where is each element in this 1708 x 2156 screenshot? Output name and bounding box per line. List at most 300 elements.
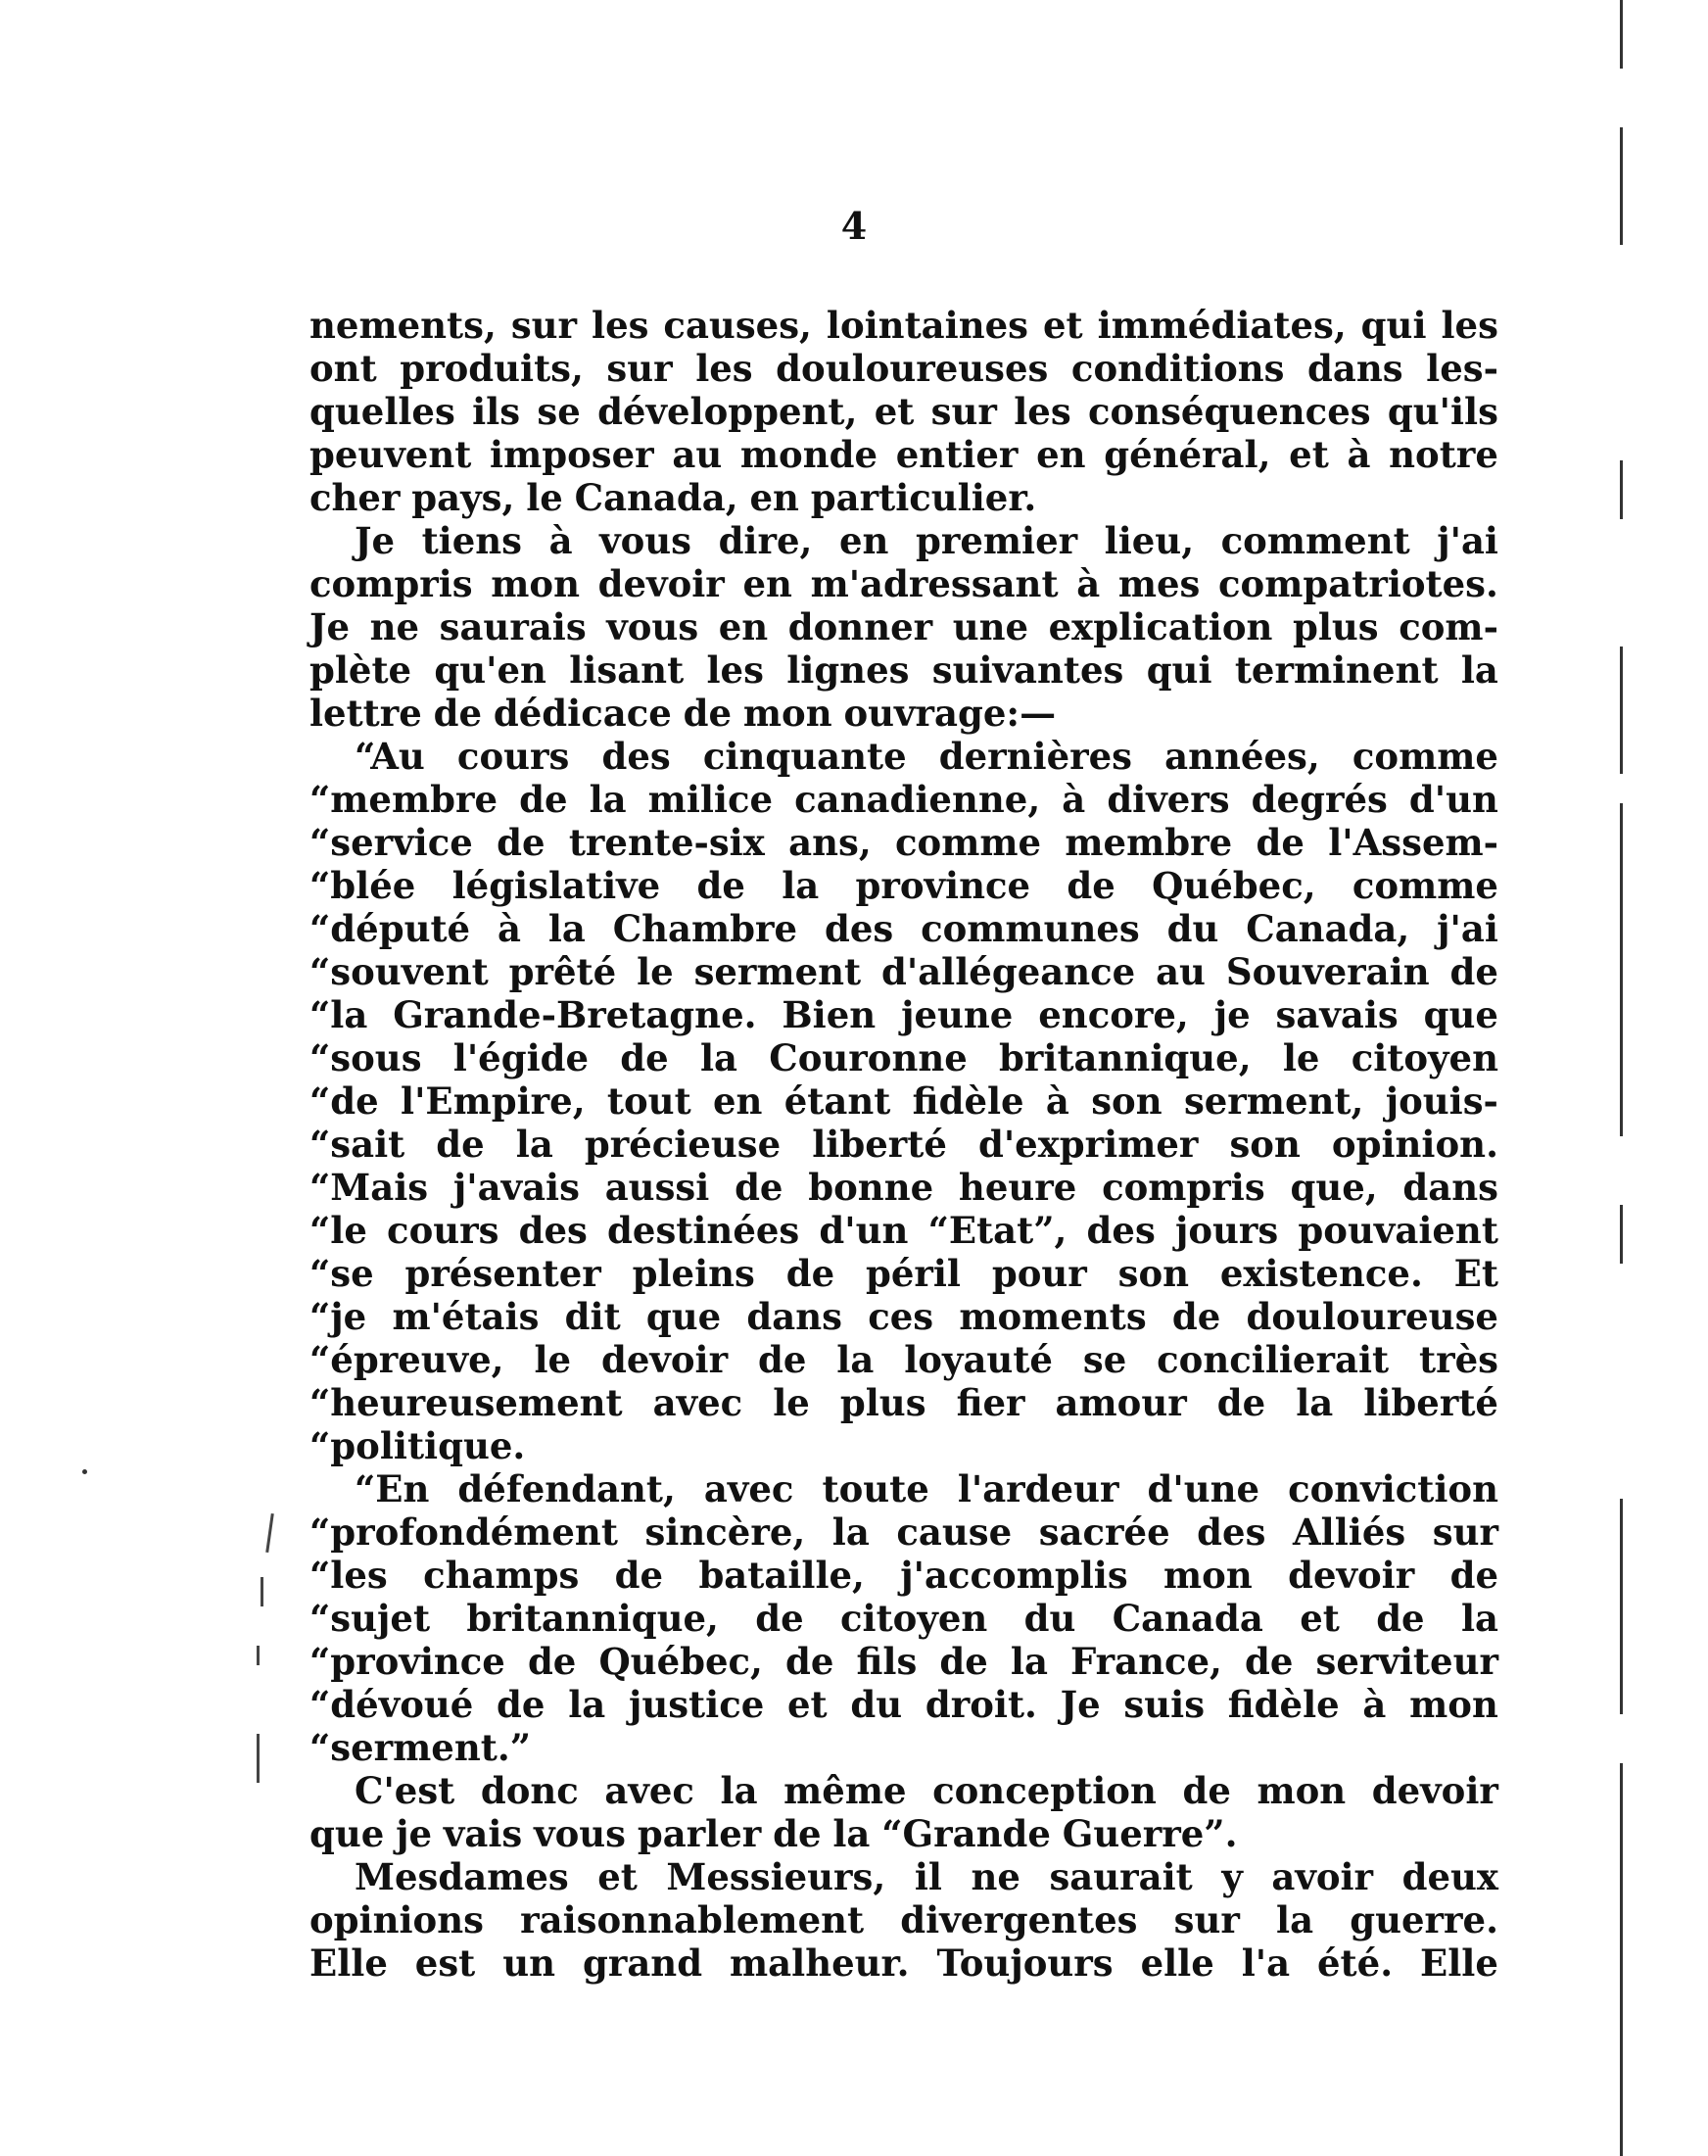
text-word: de [497, 1683, 546, 1726]
text-word: lettre [309, 692, 422, 735]
text-word: mes [1117, 562, 1201, 605]
text-word: je [1213, 993, 1251, 1036]
text-word: et [874, 390, 915, 433]
text-word: produits, [400, 347, 584, 390]
text-word: qu'en [434, 648, 546, 692]
text-word: Canada [1112, 1597, 1263, 1640]
text-word: développent, [597, 390, 858, 433]
text-line [309, 1941, 1498, 1985]
text-word: général, [1104, 433, 1271, 476]
text-line [309, 519, 1498, 562]
text-line [309, 778, 1498, 821]
scan-dot [82, 1469, 87, 1474]
text-word: j'ai [1437, 519, 1498, 562]
text-word: guerre. [1350, 1898, 1498, 1941]
text-word: communes [921, 907, 1140, 950]
text-word: “dévoué [309, 1683, 474, 1726]
text-word: pour [991, 1252, 1087, 1295]
text-word: que [1423, 993, 1498, 1036]
body-text [309, 304, 1498, 1985]
text-word: et [1042, 304, 1083, 347]
text-word: moments [959, 1295, 1147, 1338]
text-word: de [1256, 821, 1305, 864]
text-word: “député [309, 907, 471, 950]
text-word: que [309, 1812, 385, 1855]
text-line [309, 433, 1498, 476]
text-word: province [855, 864, 1031, 907]
text-word: vous [599, 519, 692, 562]
text-word: de [785, 1252, 835, 1295]
left-margin-tick [257, 1734, 260, 1783]
text-word: Alliés [1292, 1510, 1406, 1554]
text-word: Canada, [1246, 907, 1410, 950]
text-word: mon [742, 692, 832, 735]
text-word: Souverain [1225, 950, 1430, 993]
text-word: m'étais [392, 1295, 540, 1338]
text-word: mon [1257, 1769, 1347, 1812]
text-word: douloureuses [776, 347, 1049, 390]
text-word: raisonnablement [520, 1898, 865, 1941]
text-word: sur [606, 347, 673, 390]
text-word: donner [787, 605, 933, 648]
text-word: en [742, 562, 792, 605]
text-word: d'un [1408, 778, 1498, 821]
text-word: serviteur [1315, 1640, 1498, 1683]
text-word: vous [606, 605, 699, 648]
text-word: encore, [1038, 993, 1189, 1036]
text-line [309, 692, 1498, 735]
text-word: dans [1402, 1166, 1498, 1209]
text-word: en [1036, 433, 1086, 476]
text-word: dernières [938, 735, 1133, 778]
text-word: en [718, 605, 769, 648]
text-word: Messieurs, [666, 1855, 886, 1898]
text-word: elle [1140, 1941, 1214, 1985]
text-word: canadienne, [794, 778, 1041, 821]
text-line [309, 1554, 1498, 1597]
text-word: Elle [309, 1941, 388, 1985]
text-word: opinions [309, 1898, 484, 1941]
text-word: imposer [490, 433, 654, 476]
page-number: 4 [840, 204, 868, 248]
text-line [309, 605, 1498, 648]
text-word: Bien [782, 993, 877, 1036]
text-word: Couronne [769, 1036, 968, 1079]
text-word: comment [1220, 519, 1410, 562]
text-word: été. [1317, 1941, 1394, 1985]
text-word: au [1156, 950, 1206, 993]
text-line [309, 1855, 1498, 1898]
text-word: est [414, 1941, 476, 1985]
text-word: la [782, 864, 820, 907]
text-word: “sujet [309, 1597, 431, 1640]
text-word: dire, [718, 519, 813, 562]
text-word: les [592, 304, 649, 347]
text-word: m'adressant [810, 562, 1059, 605]
text-word: “membre [309, 778, 498, 821]
text-word: dédicace [493, 692, 672, 735]
text-word: grand [582, 1941, 703, 1985]
text-word: et [1300, 1597, 1340, 1640]
text-line [309, 1467, 1498, 1510]
text-word: qu'ils [1387, 390, 1498, 433]
text-word: Guerre”. [1062, 1812, 1238, 1855]
text-word: peuvent [309, 433, 472, 476]
text-line [309, 1683, 1498, 1726]
margin-rule-segment [1620, 803, 1623, 1136]
text-word: en [749, 476, 799, 519]
text-word: la [836, 1338, 875, 1381]
text-line [309, 1036, 1498, 1079]
text-word: douloureuse [1246, 1295, 1498, 1338]
text-word: “province [309, 1640, 505, 1683]
text-word: se [1082, 1338, 1127, 1381]
text-word: fidèle [912, 1079, 1024, 1123]
text-word: Québec, [598, 1640, 763, 1683]
text-word: pleins [632, 1252, 755, 1295]
text-word: devoir [600, 1338, 729, 1381]
text-word: de [433, 692, 483, 735]
text-line [309, 1338, 1498, 1381]
text-word: “les [309, 1554, 388, 1597]
text-word: “serment.” [309, 1726, 531, 1769]
text-word: d'une [1147, 1467, 1260, 1510]
text-line [309, 1123, 1498, 1166]
text-word: plus [1292, 605, 1379, 648]
text-word: mon [1163, 1554, 1253, 1597]
text-word: avec [703, 1467, 794, 1510]
text-word: ces [868, 1295, 934, 1338]
text-line [309, 304, 1498, 347]
text-word: mon [1409, 1683, 1498, 1726]
text-word: dit [564, 1295, 621, 1338]
text-word: milice [647, 778, 774, 821]
text-word: “profondément [309, 1510, 618, 1554]
text-line [309, 648, 1498, 692]
text-word: à [1062, 778, 1086, 821]
text-line [309, 390, 1498, 433]
text-word: saurais [439, 605, 587, 648]
text-word: l'égide [452, 1036, 590, 1079]
text-word: C'est [355, 1769, 455, 1812]
text-word: la [720, 1769, 758, 1812]
text-word: toute [822, 1467, 929, 1510]
text-word: législative [451, 864, 661, 907]
text-word: ont [309, 347, 377, 390]
text-word: premier [915, 519, 1078, 562]
text-word: Québec, [1152, 864, 1316, 907]
text-word: “sous [309, 1036, 422, 1079]
text-word: en [838, 519, 889, 562]
text-word: le [534, 1338, 572, 1381]
text-word: Je [1060, 1683, 1101, 1726]
text-word: Toujours [936, 1941, 1114, 1985]
text-word: sacrée [1038, 1510, 1170, 1554]
text-word: conviction [1288, 1467, 1498, 1510]
text-word: la [515, 1123, 553, 1166]
text-word: devoir [1371, 1769, 1498, 1812]
text-word: en [712, 1079, 763, 1123]
text-word: liberté [812, 1123, 947, 1166]
text-word: champs [423, 1554, 580, 1597]
text-word: britannique, [466, 1597, 719, 1640]
text-word: Mesdames [355, 1855, 569, 1898]
text-word: au [672, 433, 723, 476]
text-word: suivantes [931, 648, 1124, 692]
text-word: le [637, 950, 674, 993]
text-word: Elle [1420, 1941, 1498, 1985]
text-word: Et [1453, 1252, 1498, 1295]
text-word: tout [606, 1079, 691, 1123]
text-word: les [1014, 390, 1071, 433]
text-word: divers [1107, 778, 1230, 821]
text-word: “sait [309, 1123, 405, 1166]
text-word: à [1045, 1079, 1069, 1123]
text-word: comme [1352, 735, 1498, 778]
text-word: à [497, 907, 521, 950]
text-word: son [1091, 1079, 1162, 1123]
text-word: des [518, 1209, 588, 1252]
text-word: de [696, 864, 745, 907]
text-line [309, 1726, 1498, 1769]
text-word: très [1418, 1338, 1498, 1381]
text-word: compris [309, 562, 473, 605]
text-word: fier [956, 1381, 1025, 1424]
left-margin-tick [265, 1513, 274, 1553]
text-word: j'ai [1437, 907, 1498, 950]
text-word: à [1347, 433, 1371, 476]
text-word: cours [456, 735, 570, 778]
text-word: présenter [404, 1252, 601, 1295]
text-word: compatriotes. [1218, 562, 1498, 605]
text-line [309, 562, 1498, 605]
text-word: “Au [355, 735, 425, 778]
text-word: de [1376, 1597, 1425, 1640]
text-word: défendant, [457, 1467, 676, 1510]
text-word: divergentes [900, 1898, 1138, 1941]
text-word: la [589, 778, 627, 821]
text-word: explication [1048, 605, 1273, 648]
text-word: bonne [808, 1166, 934, 1209]
text-word: “épreuve, [309, 1338, 504, 1381]
text-word: et [597, 1855, 638, 1898]
text-word: les [706, 648, 764, 692]
text-word: aussi [604, 1166, 710, 1209]
text-word: même [783, 1769, 907, 1812]
text-word: je [396, 1812, 433, 1855]
text-word: de [785, 1640, 834, 1683]
text-word: cher [309, 476, 401, 519]
text-word: se [537, 390, 581, 433]
text-word: son [1229, 1123, 1301, 1166]
text-word: les [695, 347, 753, 390]
text-word: la [832, 1812, 871, 1855]
margin-rule-segment [1620, 647, 1623, 774]
text-word: de [939, 1640, 988, 1683]
text-word: “Mais [309, 1166, 429, 1209]
text-word: la [1010, 1640, 1048, 1683]
text-word: précieuse [584, 1123, 782, 1166]
text-word: loyauté [904, 1338, 1053, 1381]
text-word: étant [783, 1079, 891, 1123]
text-word: ouvrage:— [843, 692, 1057, 735]
text-word: pays, [411, 476, 515, 519]
text-word: de [519, 778, 568, 821]
text-word: heure [958, 1166, 1077, 1209]
text-word: la [699, 1036, 737, 1079]
text-word: conditions [1070, 347, 1285, 390]
text-word: “je [309, 1295, 367, 1338]
text-line [309, 1769, 1498, 1812]
text-word: du [1023, 1597, 1076, 1640]
text-word: lieu, [1104, 519, 1195, 562]
text-word: tiens [421, 519, 523, 562]
text-word: une [952, 605, 1029, 648]
text-line [309, 1640, 1498, 1683]
text-word: “la [309, 993, 368, 1036]
text-word: la [1460, 648, 1498, 692]
text-word: liberté [1363, 1381, 1498, 1424]
text-word: la [568, 1683, 606, 1726]
margin-rule-top [1620, 0, 1623, 69]
text-word: années, [1164, 735, 1320, 778]
text-word: cause [896, 1510, 1013, 1554]
text-word: avoir [1271, 1855, 1374, 1898]
text-word: “de [309, 1079, 379, 1123]
text-word: de [436, 1123, 485, 1166]
text-word: nements, [309, 304, 497, 347]
text-word: de [1245, 1640, 1294, 1683]
text-word: le [526, 476, 563, 519]
text-word: ans, [788, 821, 872, 864]
text-line [309, 1295, 1498, 1338]
text-word: que, [1290, 1166, 1378, 1209]
text-word: prêté [508, 950, 617, 993]
text-word: de [1449, 950, 1498, 993]
text-word: bataille, [698, 1554, 865, 1597]
text-word: la [1460, 1597, 1498, 1640]
text-word: y [1221, 1855, 1243, 1898]
text-word: de [1171, 1295, 1221, 1338]
text-line [309, 1079, 1498, 1123]
text-word: citoyen [840, 1597, 988, 1640]
text-word: sur [1173, 1898, 1240, 1941]
text-line [309, 993, 1498, 1036]
text-word: fils [856, 1640, 918, 1683]
text-word: fidèle [1227, 1683, 1340, 1726]
text-line [309, 1381, 1498, 1424]
text-word: de [757, 1338, 807, 1381]
text-word: de [1067, 864, 1115, 907]
text-word: avec [604, 1769, 694, 1812]
text-word: ne [971, 1855, 1020, 1898]
text-word: com- [1399, 605, 1498, 648]
text-word: l'Assem- [1328, 821, 1498, 864]
text-word: quelles [309, 390, 455, 433]
text-word: les [1441, 304, 1498, 347]
text-word: l'ardeur [957, 1467, 1119, 1510]
text-word: d'un [819, 1209, 909, 1252]
text-word: l'Empire, [401, 1079, 586, 1123]
text-word: lisant [569, 648, 685, 692]
text-word: serment [693, 950, 862, 993]
text-word: et [1289, 433, 1329, 476]
text-word: Je [355, 519, 396, 562]
text-word: saurait [1049, 1855, 1193, 1898]
text-word: de [1216, 1381, 1266, 1424]
text-word: “En [355, 1467, 430, 1510]
text-word: le [1282, 1036, 1320, 1079]
text-word: “le [309, 1209, 367, 1252]
text-line [309, 1166, 1498, 1209]
text-word: Canada, [574, 476, 738, 519]
left-margin-tick [257, 1646, 260, 1665]
text-word: causes, [663, 304, 812, 347]
text-line [309, 347, 1498, 390]
text-word: qui [1360, 304, 1427, 347]
margin-rule-segment [1620, 1205, 1623, 1264]
text-word: monde [739, 433, 878, 476]
text-word: sur [1432, 1510, 1498, 1554]
text-word: Je [309, 605, 351, 648]
margin-rule-segment [1620, 1763, 1623, 2156]
text-word: du [850, 1683, 903, 1726]
text-word: du [1166, 907, 1219, 950]
text-word: qui [1146, 648, 1212, 692]
text-word: un [502, 1941, 556, 1985]
text-word: de [735, 1166, 783, 1209]
text-word: pouvaient [1298, 1209, 1498, 1252]
text-word: de [497, 821, 546, 864]
text-word: les- [1426, 347, 1498, 390]
text-word: sur [510, 304, 578, 347]
text-word: j'accomplis [900, 1554, 1128, 1597]
text-word: et [787, 1683, 828, 1726]
text-word: parler [637, 1812, 762, 1855]
text-word: que [645, 1295, 722, 1338]
text-word: entier [895, 433, 1019, 476]
text-word: britannique, [999, 1036, 1252, 1079]
text-word: l'a [1241, 1941, 1291, 1985]
text-word: comme [895, 821, 1042, 864]
text-word: deux [1401, 1855, 1498, 1898]
text-word: “souvent [309, 950, 489, 993]
left-margin-tick [261, 1577, 263, 1606]
text-line [309, 1510, 1498, 1554]
text-word: concilierait [1157, 1338, 1390, 1381]
text-word: jouis- [1385, 1079, 1498, 1123]
text-word: sur [930, 390, 997, 433]
text-word: droit. [925, 1683, 1037, 1726]
text-word: à [1076, 562, 1101, 605]
text-line [309, 821, 1498, 864]
text-word: “blée [309, 864, 416, 907]
text-word: de [620, 1036, 669, 1079]
text-word: des [1086, 1209, 1156, 1252]
text-word: opinion. [1331, 1123, 1498, 1166]
text-word: particulier. [810, 476, 1037, 519]
text-word: donc [480, 1769, 579, 1812]
text-word: la [1296, 1381, 1334, 1424]
margin-rule-segment [1620, 127, 1623, 245]
text-word: à [548, 519, 573, 562]
text-word: comme [1352, 864, 1498, 907]
text-word: devoir [597, 562, 725, 605]
text-word: “Grande [881, 1812, 1051, 1855]
text-word: membre [1065, 821, 1233, 864]
text-word: jeune [901, 993, 1014, 1036]
text-word: lointaines [826, 304, 1028, 347]
